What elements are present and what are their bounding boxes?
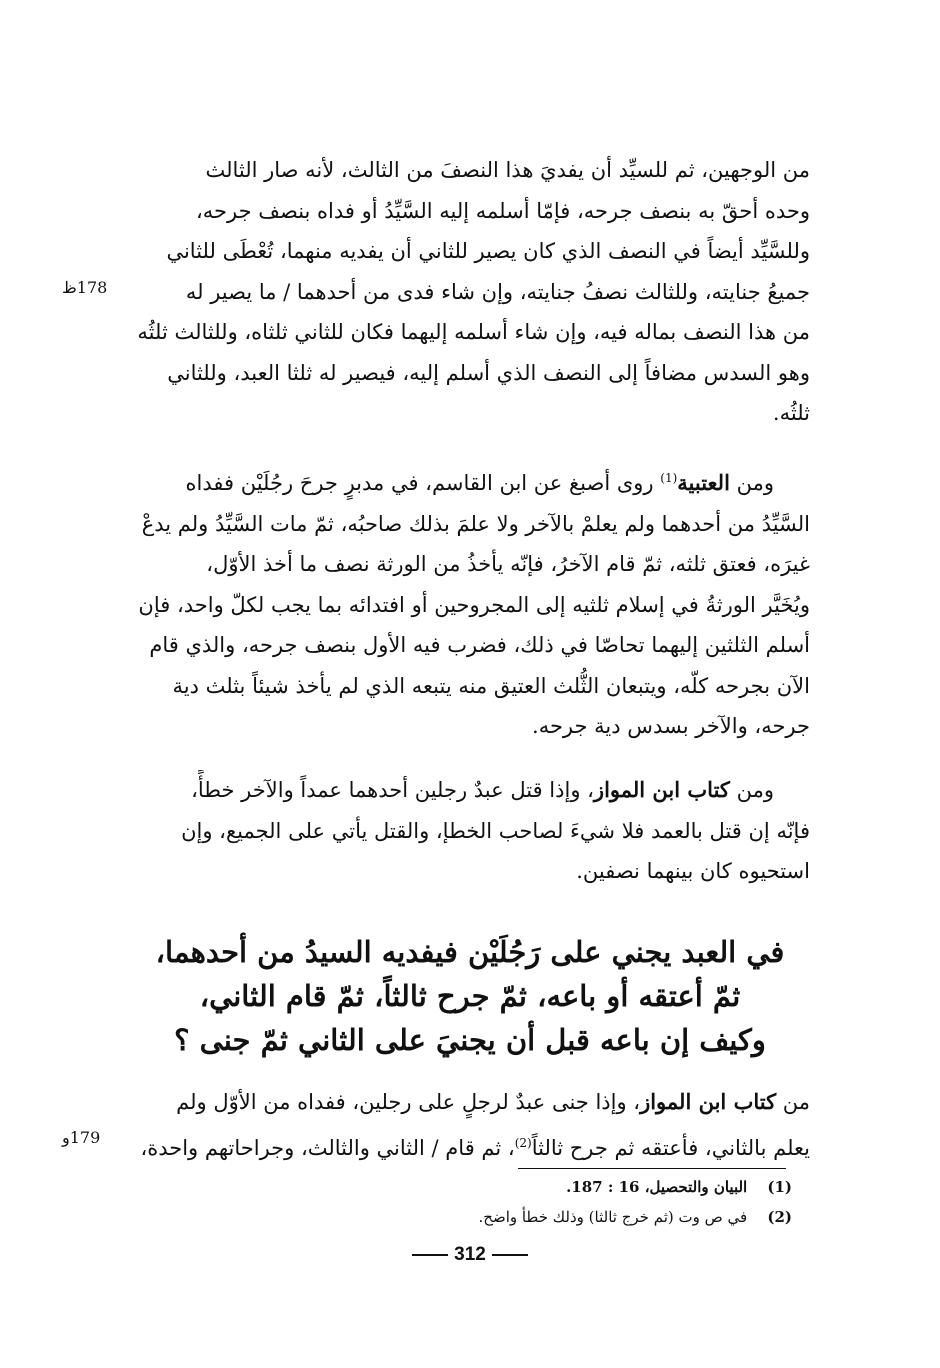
footnote-number: (2) — [767, 1208, 792, 1226]
footnote-item — [300, 1202, 792, 1232]
paragraph-4-second-line — [130, 1123, 810, 1169]
source-title-ibn-al-mawwaz: كتاب ابن المواز — [593, 777, 730, 802]
paragraph-2-line: السَّيِّدُ من أحدهما ولم يعلمْ بالآخر ولا علمَ بذلك صاحبُه، ثمّ مات السَّيِّدُ ولم يدعْ — [141, 511, 810, 536]
section-heading-line: في العبد يجني على رَجُلَيْن فيفديه السيدُ من أحدهما، — [155, 935, 785, 969]
paragraph-3-prefix: ومن — [736, 778, 774, 802]
paragraph-1-line: وحده أحقّ به بنصف جرحه، فإمّا أسلمه إليه السَّيِّدُ أو فداه بنصف جرحه، — [195, 198, 810, 223]
paragraph-2-line: جرحه، والآخر بسدس دية جرحه. — [532, 714, 810, 738]
source-title-ibn-al-mawwaz: كتاب ابن المواز — [640, 1089, 777, 1114]
paragraph-4-prefix: من — [782, 1090, 810, 1114]
footnote-text: البيان والتحصيل، 16 : 187. — [566, 1178, 748, 1196]
paragraph-3 — [130, 770, 810, 892]
footnotes — [300, 1172, 792, 1232]
paragraph-4-second-line-start: يعلم بالثاني، فأعتقه ثم جرح ثالثاً — [531, 1135, 810, 1160]
page-number — [0, 1244, 940, 1266]
paragraph-3-first-line — [130, 770, 810, 811]
paragraph-4 — [130, 1082, 810, 1168]
paragraph-1-line: وللسَّيِّد أيضاً في النصف الذي كان يصير للثاني أن يفديه منهما، تُعْطَى للثاني — [166, 239, 810, 263]
paragraph-3-first-line-rest: ، وإذا قتل عبدٌ رجلين أحدهما عمداً والآخر خطأً، — [191, 778, 594, 802]
paragraph-4-first-line — [130, 1082, 810, 1123]
paragraph-1-line: جميعُ جنايته، وللثالث نصفُ جنايته، وإن شاء فدى من أحدهما / ما يصير له — [185, 279, 810, 304]
paragraph-1 — [130, 150, 810, 434]
paragraph-1-line: من هذا النصف بماله فيه، وإن شاء أسلمه إليهما فكان للثاني ثلثاه، وللثالث ثلثُه — [137, 320, 810, 344]
footnote-ref-2[interactable]: (2) — [514, 1135, 532, 1150]
paragraph-2 — [130, 458, 810, 747]
paragraph-3-line: فإنّه إن قتل بالعمد فلا شيءَ لصاحب الخطإ، والقتل يأتي على الجميع، وإن — [181, 818, 810, 843]
footnote-item — [300, 1172, 792, 1202]
paragraph-4-first-line-rest: ، وإذا جنى عبدٌ لرجلٍ على رجلين، ففداه من الأوّل ولم — [176, 1090, 641, 1114]
paragraph-2-line: الآن بجرحه كلّه، ويتبعان الثُّلث العتيق منه يتبعه الذي لم يأخذ شيئاً بثلث دية — [172, 673, 810, 698]
paragraph-2-first-line — [130, 458, 810, 504]
folio-marker-179: 179و — [62, 1128, 101, 1147]
footnote-text: في ص وت (ثم خرج ثالثا) وذلك خطأ واضح. — [478, 1208, 748, 1226]
section-heading-line: ثمّ أعتقه أو باعه، ثمّ جرح ثالثاً، ثمّ قام الثاني، — [199, 979, 741, 1013]
paragraph-1-line: وهو السدس مضافاً إلى النصف الذي أسلم إليه، فيصير له ثلثا العبد، وللثاني — [167, 360, 810, 385]
paragraph-2-prefix: ومن — [736, 471, 774, 495]
paragraph-2-line: أسلم الثلثين إليهما تحاصّا في ذلك، فضرب فيه الأول بنصف جرحه، والذي قام — [149, 633, 810, 657]
paragraph-2-first-line-rest: روى أصبغ عن ابن القاسم، في مدبرٍ جرحَ رجُلَيْن ففداه — [185, 471, 654, 495]
paragraph-1-line: ثلثُه. — [772, 401, 810, 425]
footnote-divider — [518, 1168, 786, 1169]
paragraph-3-line: استحيوه كان بينهما نصفين. — [576, 859, 810, 883]
paragraph-2-line: غيرَه، فعتق ثلثه، ثمّ قام الآخرُ، فإنّه يأخذُ من الورثة نصف ما أخذ الأوّل، — [206, 552, 810, 576]
paragraph-2-line: ويُخَيَّر الورثةُ في إسلام ثلثيه إلى المجروحين أو افتدائه بما يجب لكلّ واحد، فإن — [138, 592, 810, 617]
section-heading — [130, 930, 810, 1062]
page-number-value: 312 — [454, 1244, 486, 1265]
page-number-dash — [492, 1254, 528, 1256]
paragraph-4-second-line-end: ، ثم قام / الثاني والثالث، وجراحاتهم واحدة، — [140, 1135, 515, 1160]
folio-marker-178: 178ظ — [62, 278, 108, 297]
page-number-dash — [412, 1254, 448, 1256]
section-heading-line: وكيف إن باعه قبل أن يجنيَ على الثاني ثمّ جنى ؟ — [174, 1023, 766, 1057]
footnote-number: (1) — [767, 1178, 792, 1196]
source-title-utbiyya: العتبية — [677, 470, 730, 495]
footnote-ref-1[interactable]: (1) — [660, 471, 678, 485]
paragraph-1-line: من الوجهين، ثم للسيِّد أن يفديَ هذا النصفَ من الثالث، لأنه صار الثالث — [205, 158, 810, 182]
